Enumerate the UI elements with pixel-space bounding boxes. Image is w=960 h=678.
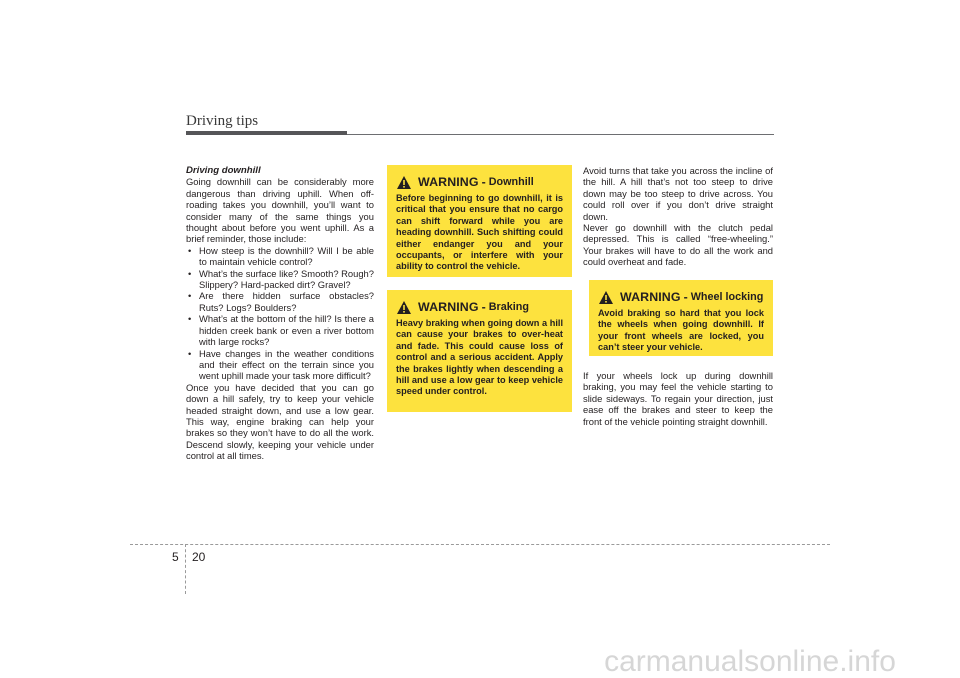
warning-triangle-icon — [396, 300, 412, 315]
warning-title: Wheel locking — [690, 291, 764, 303]
right-column-lower — [583, 370, 773, 427]
warning-triangle-icon — [598, 290, 614, 305]
paragraph-wheel-lock: If your wheels lock up during downhill braking, you may feel the vehicle starting to slide sideways. To regain your direction, just ease off the brakes and steer to keep the front of the vehicle pointing straight downhill. — [583, 370, 773, 427]
list-item: • What’s the surface like? Smooth? Rough? Slippery? Hard-packed dirt? Gravel? — [186, 268, 374, 291]
warning-box-braking — [387, 290, 572, 412]
warning-label: WARNING — [418, 300, 479, 314]
warning-text: Before beginning to go downhill, it is critical that you ensure that no cargo can shift forward while you are heading downhill. Such shifting could either endanger you and your occupants, or interfere with your ability to control the vehicle. — [396, 193, 563, 272]
warning-text: Heavy braking when going down a hill can cause your brakes to over-heat and fade. This could cause loss of control and a serious accident. Apply the brakes lightly when descending a hill and use a low gear to keep vehicle speed under control. — [396, 318, 563, 397]
warning-dash: - — [481, 175, 486, 189]
chapter-number: 5 — [172, 550, 179, 564]
list-item: • Are there hidden surface obstacles? Ruts? Logs? Boulders? — [186, 290, 374, 313]
warning-label: WARNING — [418, 175, 479, 189]
intro-paragraph: Going downhill can be considerably more dangerous than driving uphill. When off-roading takes you downhill, you’ll want to consider many of the same things you thought about before you went uphill. As a brief reminder, those include: — [186, 176, 374, 245]
page-number: 20 — [192, 550, 206, 564]
warning-header — [396, 296, 563, 318]
warning-header — [598, 286, 764, 308]
list-item: • Have changes in the weather conditions and their effect on the terrain since you went uphill made your task more difficult? — [186, 348, 374, 382]
watermark-logo — [545, 645, 955, 678]
warning-box-downhill — [387, 165, 572, 277]
warning-label: WARNING — [620, 290, 681, 304]
warning-text: Avoid braking so hard that you lock the wheels when going downhill. If your front wheels are locked, you can’t steer your vehicle. — [598, 308, 764, 353]
warning-title: Braking — [488, 301, 529, 313]
paragraph-clutch: Never go downhill with the clutch pedal depressed. This is called “free-wheeling.” Your brakes will have to do all the work and could overheat and fade. — [583, 222, 773, 268]
list-item: • What’s at the bottom of the hill? Is there a hidden creek bank or even a river bottom with large rocks? — [186, 313, 374, 347]
header-rule-accent — [186, 131, 347, 135]
paragraph-turns: Avoid turns that take you across the incline of the hill. A hill that’s not too steep to drive down may be too steep to drive across. You could roll over if you don’t drive straight down. — [583, 165, 773, 222]
left-column — [186, 165, 374, 462]
watermark-text: carmanualsonline.info — [604, 645, 896, 678]
warning-triangle-icon — [396, 175, 412, 190]
checklist — [186, 245, 374, 382]
warning-dash: - — [683, 290, 688, 304]
warning-dash: - — [481, 300, 486, 314]
footer-divider — [185, 544, 186, 594]
page-title: Driving tips — [186, 113, 259, 129]
right-column — [583, 165, 773, 268]
list-item: • How steep is the downhill? Will I be able to maintain vehicle control? — [186, 245, 374, 268]
section-heading: Driving downhill — [186, 165, 261, 176]
footer-rule — [130, 544, 830, 545]
warning-box-wheel-locking — [589, 280, 773, 356]
warning-title: Downhill — [488, 176, 534, 188]
closing-paragraph: Once you have decided that you can go down a hill safely, try to keep your vehicle headed straight down, and use a low gear. This way, engine braking can help your brakes so they won’t have to do all the work. Descend slowly, keeping your vehicle under control at all times. — [186, 381, 374, 462]
warning-header — [396, 171, 563, 193]
